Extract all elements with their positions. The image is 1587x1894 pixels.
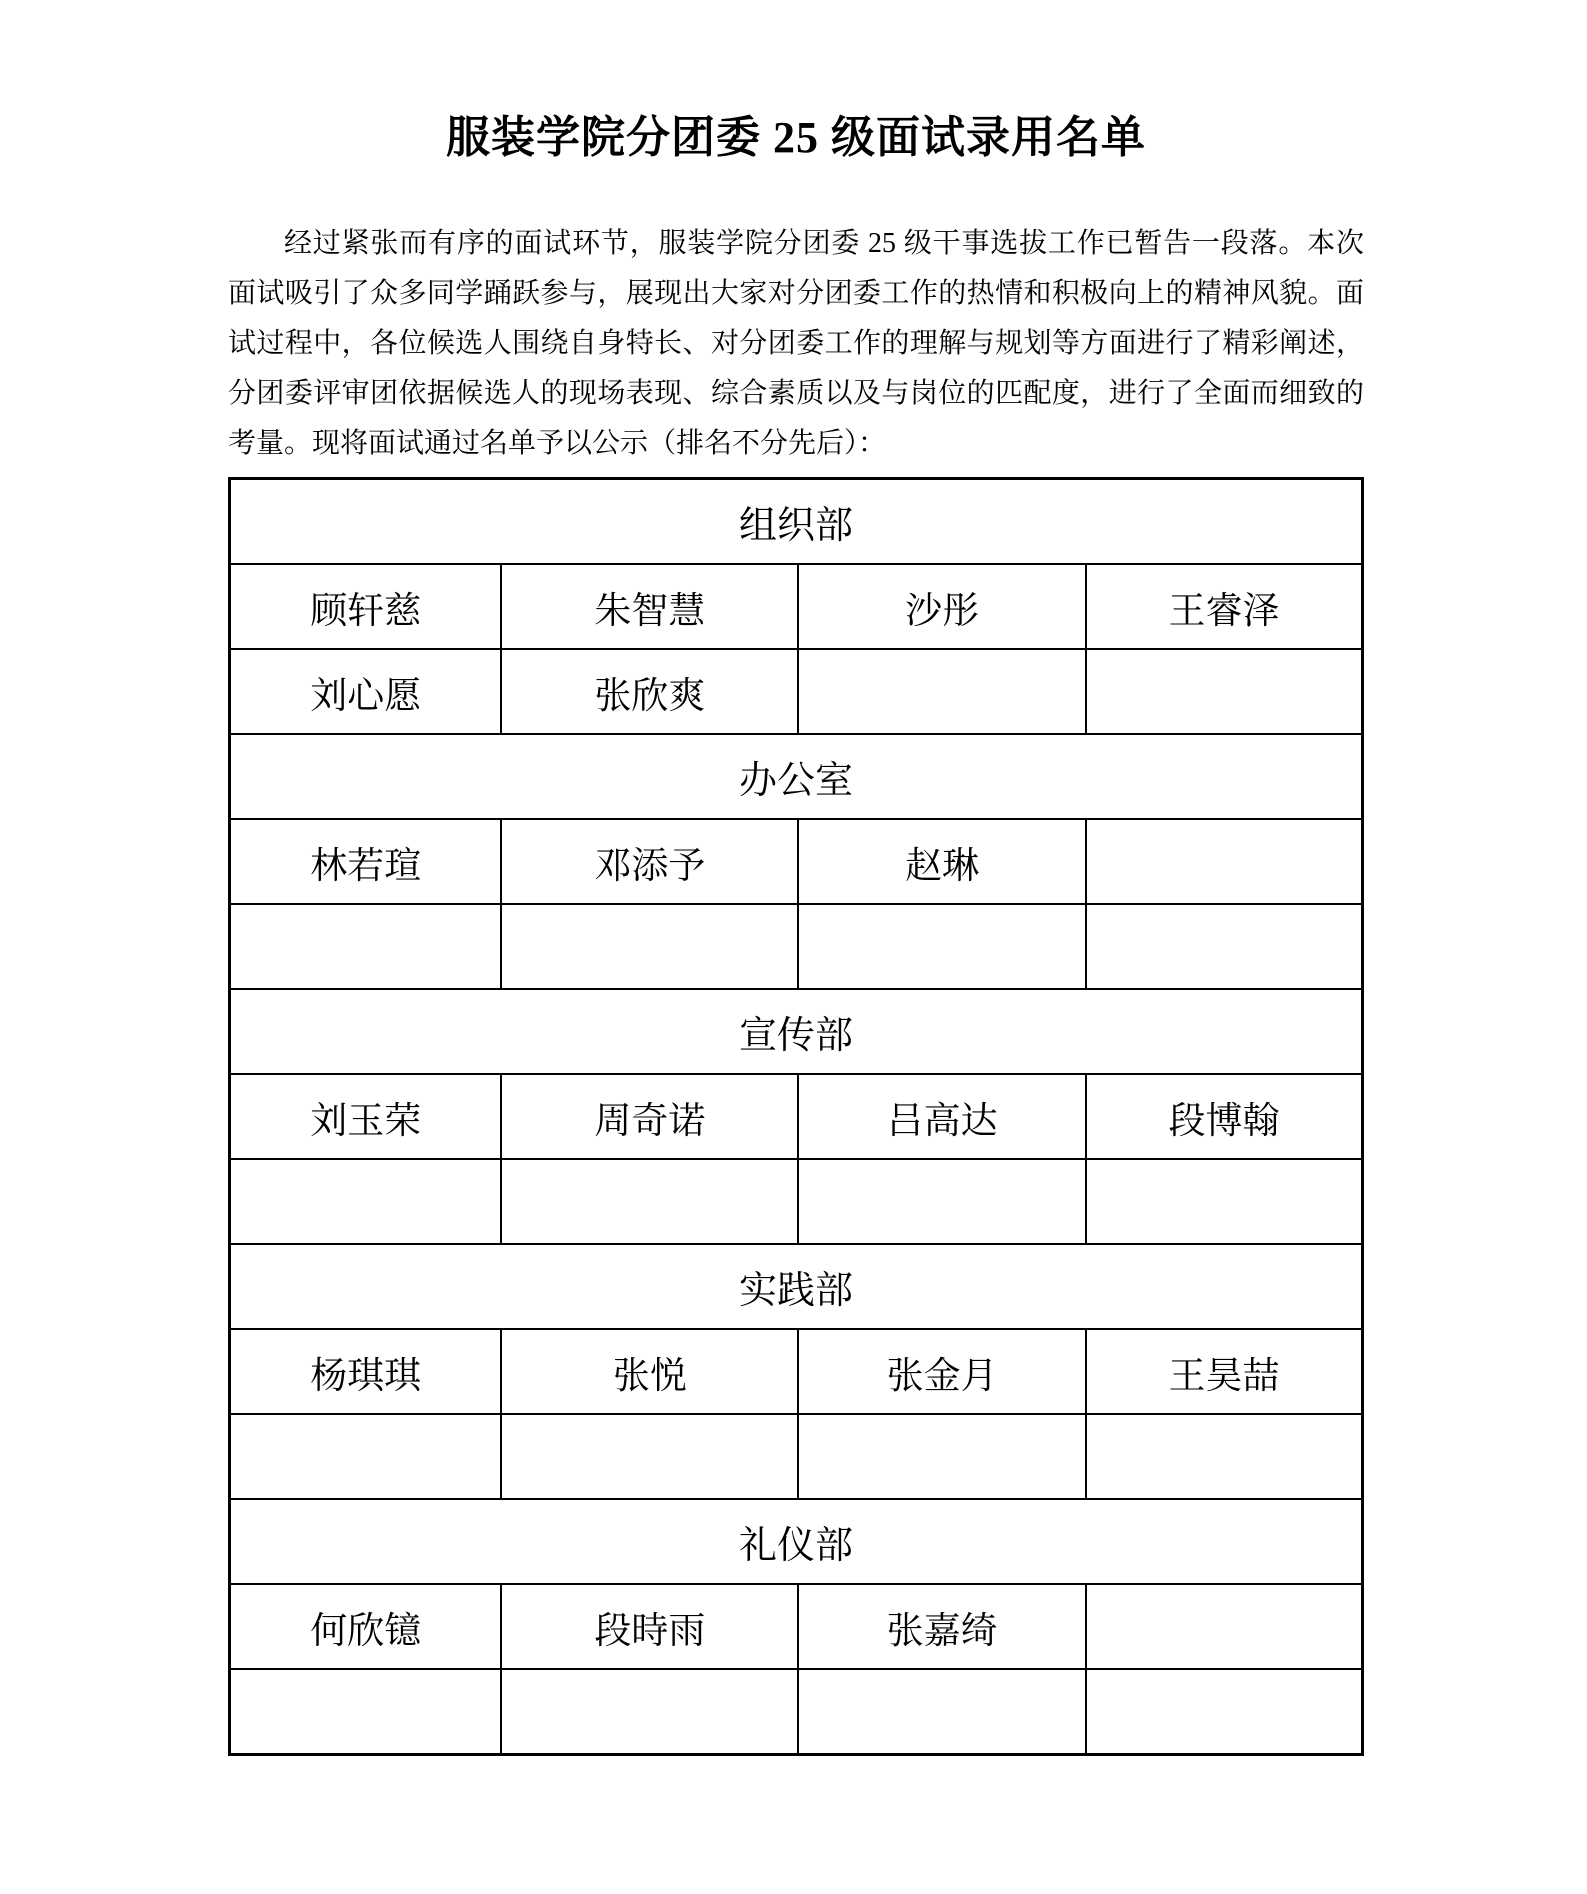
name-cell: 顾轩慈: [230, 564, 502, 649]
paragraph-line: 分团委评审团依据候选人的现场表现、综合素质以及与岗位的匹配度，进行了全面而细致的: [228, 378, 1364, 409]
table-row: [230, 819, 1363, 904]
empty-cell: [1086, 904, 1362, 989]
empty-cell: [798, 1669, 1086, 1755]
name-cell: 吕高达: [798, 1074, 1086, 1159]
roster-table: [228, 477, 1364, 1756]
table-row: [230, 1074, 1363, 1159]
empty-cell: [798, 649, 1086, 734]
name-cell: 张嘉绮: [798, 1584, 1086, 1669]
section-header-cell: 实践部: [230, 1244, 1363, 1329]
empty-cell: [1086, 1669, 1362, 1755]
section-row: [230, 1499, 1363, 1584]
section-header-cell: 礼仪部: [230, 1499, 1363, 1584]
empty-cell: [230, 904, 502, 989]
section-header-cell: 组织部: [230, 479, 1363, 565]
name-cell: 刘心愿: [230, 649, 502, 734]
paragraph-line: 试过程中，各位候选人围绕自身特长、对分团委工作的理解与规划等方面进行了精彩阐述，: [228, 328, 1364, 359]
intro-paragraph: [228, 219, 1364, 469]
empty-cell: [798, 1414, 1086, 1499]
empty-cell: [501, 1414, 798, 1499]
name-cell: 杨琪琪: [230, 1329, 502, 1414]
name-cell: 刘玉荣: [230, 1074, 502, 1159]
name-cell: 段博翰: [1086, 1074, 1362, 1159]
empty-cell: [230, 1414, 502, 1499]
table-row: [230, 1329, 1363, 1414]
table-row: [230, 564, 1363, 649]
empty-cell: [1086, 1414, 1362, 1499]
name-cell: 王昊喆: [1086, 1329, 1362, 1414]
name-cell: 邓添予: [501, 819, 798, 904]
table-row: [230, 1414, 1363, 1499]
name-cell: 王睿泽: [1086, 564, 1362, 649]
table-row: [230, 1584, 1363, 1669]
paragraph-line: 考量。现将面试通过名单予以公示（排名不分先后）：: [228, 428, 887, 459]
table-row: [230, 904, 1363, 989]
section-row: [230, 1244, 1363, 1329]
section-row: [230, 734, 1363, 819]
name-cell: 何欣镱: [230, 1584, 502, 1669]
paragraph-line: 经过紧张而有序的面试环节，服装学院分团委 25 级干事选拔工作已暂告一段落。本次: [284, 228, 1364, 259]
name-cell: 朱智慧: [501, 564, 798, 649]
empty-cell: [798, 904, 1086, 989]
section-row: [230, 989, 1363, 1074]
table-row: [230, 649, 1363, 734]
name-cell: 周奇诺: [501, 1074, 798, 1159]
section-header-cell: 办公室: [230, 734, 1363, 819]
empty-cell: [501, 904, 798, 989]
name-cell: 赵琳: [798, 819, 1086, 904]
name-cell: 林若瑄: [230, 819, 502, 904]
empty-cell: [798, 1159, 1086, 1244]
empty-cell: [230, 1669, 502, 1755]
empty-cell: [230, 1159, 502, 1244]
name-cell: 沙彤: [798, 564, 1086, 649]
name-cell: 张悦: [501, 1329, 798, 1414]
name-cell: 张欣爽: [501, 649, 798, 734]
paragraph-line: 面试吸引了众多同学踊跃参与，展现出大家对分团委工作的热情和积极向上的精神风貌。面: [228, 278, 1364, 309]
empty-cell: [1086, 1159, 1362, 1244]
section-row: [230, 479, 1363, 565]
empty-cell: [1086, 819, 1362, 904]
table-row: [230, 1669, 1363, 1755]
empty-cell: [1086, 1584, 1362, 1669]
empty-cell: [501, 1159, 798, 1244]
name-cell: 段時雨: [501, 1584, 798, 1669]
section-header-cell: 宣传部: [230, 989, 1363, 1074]
empty-cell: [1086, 649, 1362, 734]
empty-cell: [501, 1669, 798, 1755]
table-row: [230, 1159, 1363, 1244]
document-title: 服装学院分团委 25 级面试录用名单: [446, 113, 1146, 162]
name-cell: 张金月: [798, 1329, 1086, 1414]
